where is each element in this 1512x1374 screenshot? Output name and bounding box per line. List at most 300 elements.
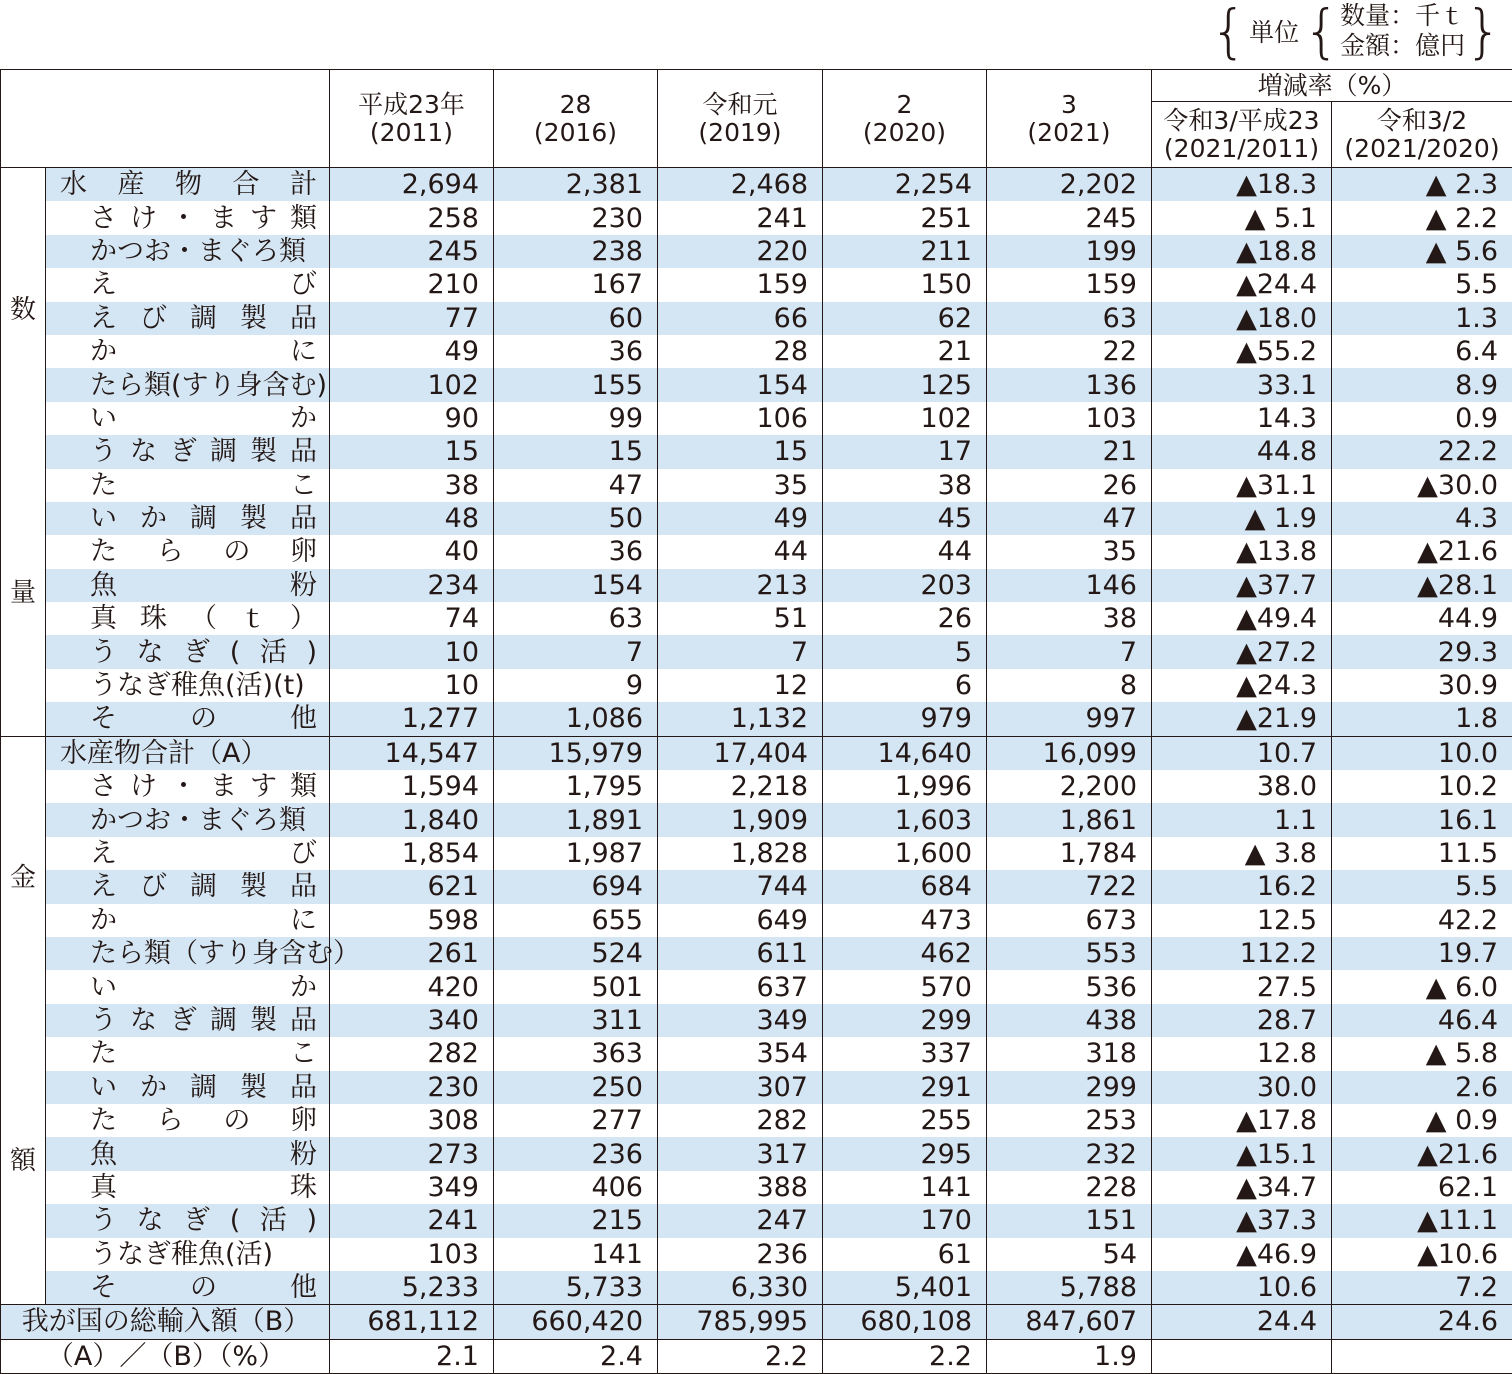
value-cell: 228 — [987, 1171, 1152, 1204]
row-label: か に — [46, 904, 330, 937]
change-2021-2011-cell: ▲55.2 — [1152, 335, 1332, 368]
value-cell: 2,202 — [987, 168, 1152, 202]
change-2021-2020-cell: 5.5 — [1332, 268, 1512, 301]
value-cell: 299 — [987, 1071, 1152, 1104]
value-cell: 63 — [987, 302, 1152, 335]
value-cell: 311 — [494, 1004, 658, 1037]
value-cell: 125 — [823, 368, 987, 401]
change-2021-2020-cell: 46.4 — [1332, 1004, 1512, 1037]
value-cell: 159 — [658, 268, 823, 301]
table-row — [1, 1037, 1512, 1070]
row-label: 水産物合計（A） — [46, 736, 330, 770]
table-row — [1, 870, 1512, 903]
change-2021-2020-cell: 5.5 — [1332, 870, 1512, 903]
value-cell: 15 — [330, 435, 494, 468]
value-cell: 684 — [823, 870, 987, 903]
value-cell: 241 — [658, 201, 823, 234]
value-cell: 1,861 — [987, 803, 1152, 836]
table-row — [1, 268, 1512, 301]
change-2021-2011-cell: ▲ 3.8 — [1152, 837, 1332, 870]
change-2021-2020-cell: ▲ 2.3 — [1332, 168, 1512, 202]
year-header: 平成23年 (2011) — [330, 70, 494, 168]
value-cell: 8 — [987, 669, 1152, 702]
value-cell: 9 — [494, 669, 658, 702]
footer-label: （A）／（B）（%） — [1, 1339, 330, 1373]
unit-amount: 金額：億円 — [1340, 31, 1465, 61]
value-cell: 979 — [823, 702, 987, 736]
value-cell: 167 — [494, 268, 658, 301]
row-label: うなぎ稚魚(活)(t) — [46, 669, 330, 702]
value-cell: 60 — [494, 302, 658, 335]
change-2021-2020-cell: ▲ 2.2 — [1332, 201, 1512, 234]
change-2021-2011-cell: ▲18.3 — [1152, 168, 1332, 202]
change-2021-2020-cell: ▲21.6 — [1332, 535, 1512, 568]
row-label: う な ぎ ( 活 ) — [46, 1204, 330, 1237]
value-cell: 2,468 — [658, 168, 823, 202]
unit-quantity: 数量：千ｔ — [1340, 1, 1465, 31]
change-2021-2020-cell: 10.2 — [1332, 770, 1512, 803]
value-cell: 340 — [330, 1004, 494, 1037]
table-row — [1, 569, 1512, 602]
change-2021-2011-cell: 12.8 — [1152, 1037, 1332, 1070]
row-label: た こ — [46, 1037, 330, 1070]
change-2021-2011-cell: 33.1 — [1152, 368, 1332, 401]
value-cell: 38 — [823, 469, 987, 502]
value-cell: 621 — [330, 870, 494, 903]
value-cell: 10 — [330, 669, 494, 702]
value-cell: 5,733 — [494, 1271, 658, 1305]
row-label: 水 産 物 合 計 — [46, 168, 330, 202]
value-cell: 232 — [987, 1137, 1152, 1170]
value-cell: 291 — [823, 1071, 987, 1104]
value-cell: 785,995 — [658, 1305, 823, 1339]
change-2021-2020-cell: 1.3 — [1332, 302, 1512, 335]
change-2021-2011-cell: ▲24.3 — [1152, 669, 1332, 702]
value-cell: 462 — [823, 937, 987, 970]
row-label: た ら の 卵 — [46, 535, 330, 568]
value-cell: 234 — [330, 569, 494, 602]
change-2021-2020-cell: 1.8 — [1332, 702, 1512, 736]
row-label: え び — [46, 837, 330, 870]
value-cell: 307 — [658, 1071, 823, 1104]
value-cell: 12 — [658, 669, 823, 702]
table-row — [1, 970, 1512, 1003]
value-cell: 611 — [658, 937, 823, 970]
row-label: かつお・まぐろ類 — [46, 235, 330, 268]
change-2021-2011-cell: ▲18.8 — [1152, 235, 1332, 268]
value-cell: 106 — [658, 402, 823, 435]
value-cell: 251 — [823, 201, 987, 234]
value-cell: 154 — [658, 368, 823, 401]
change-2021-2011-cell: ▲34.7 — [1152, 1171, 1332, 1204]
table-row — [1, 736, 1512, 770]
value-cell: 317 — [658, 1137, 823, 1170]
value-cell: 66 — [658, 302, 823, 335]
value-cell: 203 — [823, 569, 987, 602]
value-cell: 406 — [494, 1171, 658, 1204]
value-cell: 1,891 — [494, 803, 658, 836]
change-2021-2011-cell — [1152, 1339, 1332, 1373]
value-cell: 36 — [494, 335, 658, 368]
row-label: い か 調 製 品 — [46, 502, 330, 535]
value-cell: 74 — [330, 602, 494, 635]
change-2021-2020-cell: ▲ 6.0 — [1332, 970, 1512, 1003]
value-cell: 141 — [823, 1171, 987, 1204]
fishery-import-table — [0, 69, 1512, 1374]
row-label: さ け ・ ま す 類 — [46, 770, 330, 803]
value-cell: 103 — [330, 1238, 494, 1271]
change-2021-2011-cell: 24.4 — [1152, 1305, 1332, 1339]
table-row — [1, 235, 1512, 268]
value-cell: 1,086 — [494, 702, 658, 736]
quantity-section-label: 数 量 — [1, 168, 46, 737]
value-cell: 26 — [823, 602, 987, 635]
table-row — [1, 1004, 1512, 1037]
value-cell: 5,788 — [987, 1271, 1152, 1305]
value-cell: 10 — [330, 635, 494, 668]
value-cell: 40 — [330, 535, 494, 568]
change-col-header: 令和3/平成23 (2021/2011) — [1152, 102, 1332, 168]
value-cell: 536 — [987, 970, 1152, 1003]
value-cell: 524 — [494, 937, 658, 970]
change-2021-2011-cell: 112.2 — [1152, 937, 1332, 970]
value-cell: 45 — [823, 502, 987, 535]
value-cell: 337 — [823, 1037, 987, 1070]
change-2021-2020-cell: ▲ 5.6 — [1332, 235, 1512, 268]
value-cell: 660,420 — [494, 1305, 658, 1339]
table-row — [1, 602, 1512, 635]
value-cell: 5,233 — [330, 1271, 494, 1305]
value-cell: 2,218 — [658, 770, 823, 803]
change-2021-2011-cell: 14.3 — [1152, 402, 1332, 435]
value-cell: 211 — [823, 235, 987, 268]
value-cell: 159 — [987, 268, 1152, 301]
change-2021-2011-cell: ▲21.9 — [1152, 702, 1332, 736]
value-cell: 363 — [494, 1037, 658, 1070]
table-row — [1, 837, 1512, 870]
change-2021-2020-cell: 19.7 — [1332, 937, 1512, 970]
change-2021-2020-cell: ▲ 0.9 — [1332, 1104, 1512, 1137]
value-cell: 250 — [494, 1071, 658, 1104]
value-cell: 1,277 — [330, 702, 494, 736]
value-cell: 146 — [987, 569, 1152, 602]
value-cell: 2.1 — [330, 1339, 494, 1373]
table-row — [1, 635, 1512, 668]
change-2021-2020-cell: 7.2 — [1332, 1271, 1512, 1305]
value-cell: 997 — [987, 702, 1152, 736]
table-row — [1, 368, 1512, 401]
value-cell: 273 — [330, 1137, 494, 1170]
value-cell: 1,828 — [658, 837, 823, 870]
value-cell: 673 — [987, 904, 1152, 937]
row-label: い か — [46, 402, 330, 435]
value-cell: 420 — [330, 970, 494, 1003]
change-2021-2011-cell: ▲24.4 — [1152, 268, 1332, 301]
change-2021-2020-cell: ▲10.6 — [1332, 1238, 1512, 1271]
corner-cell — [1, 70, 330, 168]
value-cell: 2.2 — [658, 1339, 823, 1373]
table-row — [1, 1104, 1512, 1137]
value-cell: 2,200 — [987, 770, 1152, 803]
row-label: え び 調 製 品 — [46, 302, 330, 335]
value-cell: 215 — [494, 1204, 658, 1237]
value-cell: 744 — [658, 870, 823, 903]
value-cell: 295 — [823, 1137, 987, 1170]
change-2021-2011-cell: 30.0 — [1152, 1071, 1332, 1104]
row-label: さ け ・ ま す 類 — [46, 201, 330, 234]
value-cell: 15,979 — [494, 736, 658, 770]
value-cell: 17,404 — [658, 736, 823, 770]
row-label: そ の 他 — [46, 1271, 330, 1305]
table-row — [1, 803, 1512, 836]
change-2021-2020-cell: 6.4 — [1332, 335, 1512, 368]
value-cell: 26 — [987, 469, 1152, 502]
year-header: 28 (2016) — [494, 70, 658, 168]
change-2021-2011-cell: ▲37.3 — [1152, 1204, 1332, 1237]
row-label: 真 珠 — [46, 1171, 330, 1204]
value-cell: 241 — [330, 1204, 494, 1237]
value-cell: 38 — [330, 469, 494, 502]
value-cell: 2,381 — [494, 168, 658, 202]
value-cell: 21 — [987, 435, 1152, 468]
value-cell: 210 — [330, 268, 494, 301]
value-cell: 199 — [987, 235, 1152, 268]
value-cell: 6 — [823, 669, 987, 702]
value-cell: 2,254 — [823, 168, 987, 202]
value-cell: 1,603 — [823, 803, 987, 836]
value-cell: 388 — [658, 1171, 823, 1204]
value-cell: 1,840 — [330, 803, 494, 836]
value-cell: 7 — [658, 635, 823, 668]
table-row — [1, 335, 1512, 368]
value-cell: 245 — [987, 201, 1152, 234]
value-cell: 253 — [987, 1104, 1152, 1137]
value-cell: 501 — [494, 970, 658, 1003]
value-cell: 2.2 — [823, 1339, 987, 1373]
table-row — [1, 1171, 1512, 1204]
change-2021-2020-cell: 16.1 — [1332, 803, 1512, 836]
row-label: う な ぎ 調 製 品 — [46, 1004, 330, 1037]
value-cell: 1,996 — [823, 770, 987, 803]
value-cell: 1,600 — [823, 837, 987, 870]
table-row — [1, 1137, 1512, 1170]
value-cell: 318 — [987, 1037, 1152, 1070]
change-2021-2011-cell: ▲18.0 — [1152, 302, 1332, 335]
change-2021-2020-cell: ▲11.1 — [1332, 1204, 1512, 1237]
row-label: そ の 他 — [46, 702, 330, 736]
change-2021-2011-cell: ▲31.1 — [1152, 469, 1332, 502]
change-2021-2020-cell: ▲28.1 — [1332, 569, 1512, 602]
value-cell: 1,909 — [658, 803, 823, 836]
row-label: 魚 粉 — [46, 569, 330, 602]
value-cell: 349 — [658, 1004, 823, 1037]
row-label: 魚 粉 — [46, 1137, 330, 1170]
value-cell: 220 — [658, 235, 823, 268]
value-cell: 35 — [658, 469, 823, 502]
change-2021-2011-cell: ▲ 5.1 — [1152, 201, 1332, 234]
row-label: 真 珠 （ ｔ ） — [46, 602, 330, 635]
table-row — [1, 669, 1512, 702]
year-header: 3 (2021) — [987, 70, 1152, 168]
footer-label: 我が国の総輸入額（B） — [1, 1305, 330, 1339]
value-cell: 282 — [658, 1104, 823, 1137]
value-cell: 847,607 — [987, 1305, 1152, 1339]
row-label: たら類（すり身含む） — [46, 937, 330, 970]
value-cell: 258 — [330, 201, 494, 234]
change-2021-2020-cell: 29.3 — [1332, 635, 1512, 668]
value-cell: 6,330 — [658, 1271, 823, 1305]
table-row — [1, 402, 1512, 435]
value-cell: 1,987 — [494, 837, 658, 870]
value-cell: 7 — [494, 635, 658, 668]
value-cell: 213 — [658, 569, 823, 602]
value-cell: 63 — [494, 602, 658, 635]
change-2021-2020-cell: 44.9 — [1332, 602, 1512, 635]
table-row — [1, 469, 1512, 502]
value-cell: 637 — [658, 970, 823, 1003]
value-cell: 141 — [494, 1238, 658, 1271]
value-cell: 136 — [987, 368, 1152, 401]
change-2021-2011-cell: 10.6 — [1152, 1271, 1332, 1305]
value-cell: 299 — [823, 1004, 987, 1037]
value-cell: 99 — [494, 402, 658, 435]
value-cell: 48 — [330, 502, 494, 535]
change-2021-2011-cell: 27.5 — [1152, 970, 1332, 1003]
row-label: た ら の 卵 — [46, 1104, 330, 1137]
change-col-header: 令和3/2 (2021/2020) — [1332, 102, 1512, 168]
unit-note — [1210, 0, 1502, 62]
value-cell: 103 — [987, 402, 1152, 435]
value-cell: 5 — [823, 635, 987, 668]
value-cell: 230 — [330, 1071, 494, 1104]
value-cell: 28 — [658, 335, 823, 368]
footer-row — [1, 1339, 1512, 1373]
value-cell: 61 — [823, 1238, 987, 1271]
table-row — [1, 904, 1512, 937]
value-cell: 277 — [494, 1104, 658, 1137]
value-cell: 282 — [330, 1037, 494, 1070]
change-2021-2011-cell: ▲49.4 — [1152, 602, 1332, 635]
value-cell: 7 — [987, 635, 1152, 668]
value-cell: 1,784 — [987, 837, 1152, 870]
row-label: い か 調 製 品 — [46, 1071, 330, 1104]
value-cell: 36 — [494, 535, 658, 568]
row-label: い か — [46, 970, 330, 1003]
table-row — [1, 702, 1512, 736]
change-2021-2020-cell: 24.6 — [1332, 1305, 1512, 1339]
value-cell: 438 — [987, 1004, 1152, 1037]
value-cell: 150 — [823, 268, 987, 301]
change-2021-2011-cell: ▲ 1.9 — [1152, 502, 1332, 535]
value-cell: 245 — [330, 235, 494, 268]
change-2021-2011-cell: 16.2 — [1152, 870, 1332, 903]
change-2021-2011-cell: 12.5 — [1152, 904, 1332, 937]
value-cell: 47 — [987, 502, 1152, 535]
change-2021-2020-cell — [1332, 1339, 1512, 1373]
value-cell: 16,099 — [987, 736, 1152, 770]
value-cell: 102 — [330, 368, 494, 401]
value-cell: 681,112 — [330, 1305, 494, 1339]
table-row — [1, 535, 1512, 568]
value-cell: 21 — [823, 335, 987, 368]
value-cell: 2.4 — [494, 1339, 658, 1373]
value-cell: 50 — [494, 502, 658, 535]
value-cell: 154 — [494, 569, 658, 602]
row-label: え び — [46, 268, 330, 301]
row-label: かつお・まぐろ類 — [46, 803, 330, 836]
change-2021-2011-cell: 28.7 — [1152, 1004, 1332, 1037]
value-cell: 349 — [330, 1171, 494, 1204]
value-cell: 722 — [987, 870, 1152, 903]
value-cell: 2,694 — [330, 168, 494, 202]
change-2021-2020-cell: 4.3 — [1332, 502, 1512, 535]
change-2021-2020-cell: ▲ 5.8 — [1332, 1037, 1512, 1070]
change-2021-2020-cell: 22.2 — [1332, 435, 1512, 468]
value-cell: 570 — [823, 970, 987, 1003]
value-cell: 1,132 — [658, 702, 823, 736]
value-cell: 236 — [494, 1137, 658, 1170]
table-row — [1, 168, 1512, 202]
value-cell: 49 — [330, 335, 494, 368]
change-2021-2020-cell: ▲30.0 — [1332, 469, 1512, 502]
value-cell: 77 — [330, 302, 494, 335]
value-cell: 1,854 — [330, 837, 494, 870]
year-header: 2 (2020) — [823, 70, 987, 168]
value-cell: 1,594 — [330, 770, 494, 803]
value-cell: 44 — [823, 535, 987, 568]
change-2021-2011-cell: 1.1 — [1152, 803, 1332, 836]
value-cell: 15 — [658, 435, 823, 468]
value-cell: 598 — [330, 904, 494, 937]
table-row — [1, 1238, 1512, 1271]
value-cell: 1,795 — [494, 770, 658, 803]
table-row — [1, 502, 1512, 535]
table-row — [1, 435, 1512, 468]
change-rate-header: 増減率（%） — [1152, 70, 1512, 102]
amount-section-label: 金 額 — [1, 736, 46, 1305]
year-header: 令和元 (2019) — [658, 70, 823, 168]
change-2021-2020-cell: 42.2 — [1332, 904, 1512, 937]
value-cell: 14,547 — [330, 736, 494, 770]
value-cell: 51 — [658, 602, 823, 635]
value-cell: 155 — [494, 368, 658, 401]
value-cell: 308 — [330, 1104, 494, 1137]
row-label: う な ぎ ( 活 ) — [46, 635, 330, 668]
row-label: え び 調 製 品 — [46, 870, 330, 903]
change-2021-2020-cell: 10.0 — [1332, 736, 1512, 770]
value-cell: 35 — [987, 535, 1152, 568]
change-2021-2020-cell: 8.9 — [1332, 368, 1512, 401]
change-2021-2011-cell: ▲17.8 — [1152, 1104, 1332, 1137]
change-2021-2011-cell: ▲37.7 — [1152, 569, 1332, 602]
table-row — [1, 1204, 1512, 1237]
row-label: たら類(すり身含む) — [46, 368, 330, 401]
left-brace-icon: { — [1210, 3, 1247, 59]
value-cell: 694 — [494, 870, 658, 903]
value-cell: 22 — [987, 335, 1152, 368]
table-row — [1, 302, 1512, 335]
value-cell: 102 — [823, 402, 987, 435]
value-cell: 655 — [494, 904, 658, 937]
value-cell: 5,401 — [823, 1271, 987, 1305]
footer-row — [1, 1305, 1512, 1339]
value-cell: 238 — [494, 235, 658, 268]
value-cell: 261 — [330, 937, 494, 970]
value-cell: 1.9 — [987, 1339, 1152, 1373]
row-label: た こ — [46, 469, 330, 502]
value-cell: 255 — [823, 1104, 987, 1137]
value-cell: 90 — [330, 402, 494, 435]
